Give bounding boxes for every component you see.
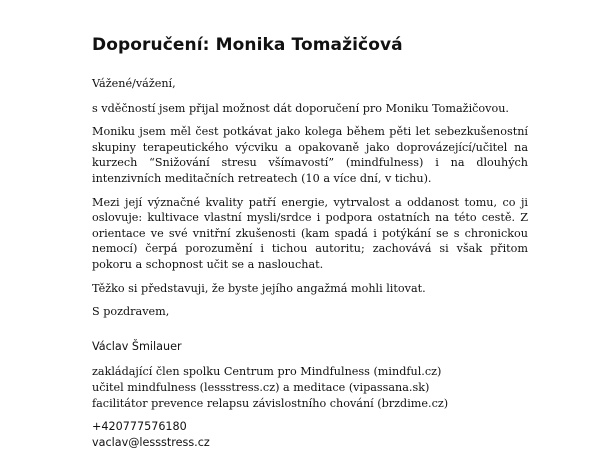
signature-role: facilitátor prevence relapsu závislostního chování (brzdime.cz) [92, 396, 449, 410]
document-title: Doporučení: Monika Tomažičová [92, 35, 403, 55]
phone-number: +420777576180 [92, 420, 187, 434]
closing: S pozdravem, [92, 305, 170, 319]
email-address: vaclav@lessstress.cz [92, 435, 210, 449]
salutation: Vážené/vážení, [92, 77, 176, 90]
paragraph-qualities: Mezi její význačné kvality patří energie, vytrvalost a oddanost tomu, co ji oslovuje: kultivace vlastní mysli/srdce i podpora ostatních na této cestě. Z orientace ve své vnitřní zkušenosti (kam spadá i potýkání se s chronickou nemocí) čerpá porozumění i tichou autoritu; zachovává si však přitom pokoru a schopnost učit se a naslouchat. [92, 195, 528, 271]
paragraph-intro: s vděčností jsem přijal možnost dát doporučení pro Moniku Tomažičovou. [92, 101, 509, 115]
signature-role: zakládající člen spolku Centrum pro Mindfulness (mindful.cz) [92, 365, 442, 379]
letter-body [92, 76, 528, 450]
signature-name: Václav Šmilauer [92, 339, 182, 353]
signature-roles [92, 364, 528, 411]
contact-block [92, 419, 528, 450]
paragraph-recommendation: Těžko si představuji, že byste jejího angažmá mohli litovat. [92, 281, 426, 295]
signature-role: učitel mindfulness (lessstress.cz) a meditace (vipassana.sk) [92, 380, 430, 394]
paragraph-acquaintance: Moniku jsem měl čest potkávat jako kolega během pěti let sebezkušenostní skupiny terapeutického výcviku a opakovaně jako doprovázející/učitel na kurzech “Snižování stresu všímavostí” (mindfulness) i na dlouhých intenzivních meditačních retreatech (10 a více dní, v tichu). [92, 125, 528, 185]
document-page [92, 34, 528, 450]
